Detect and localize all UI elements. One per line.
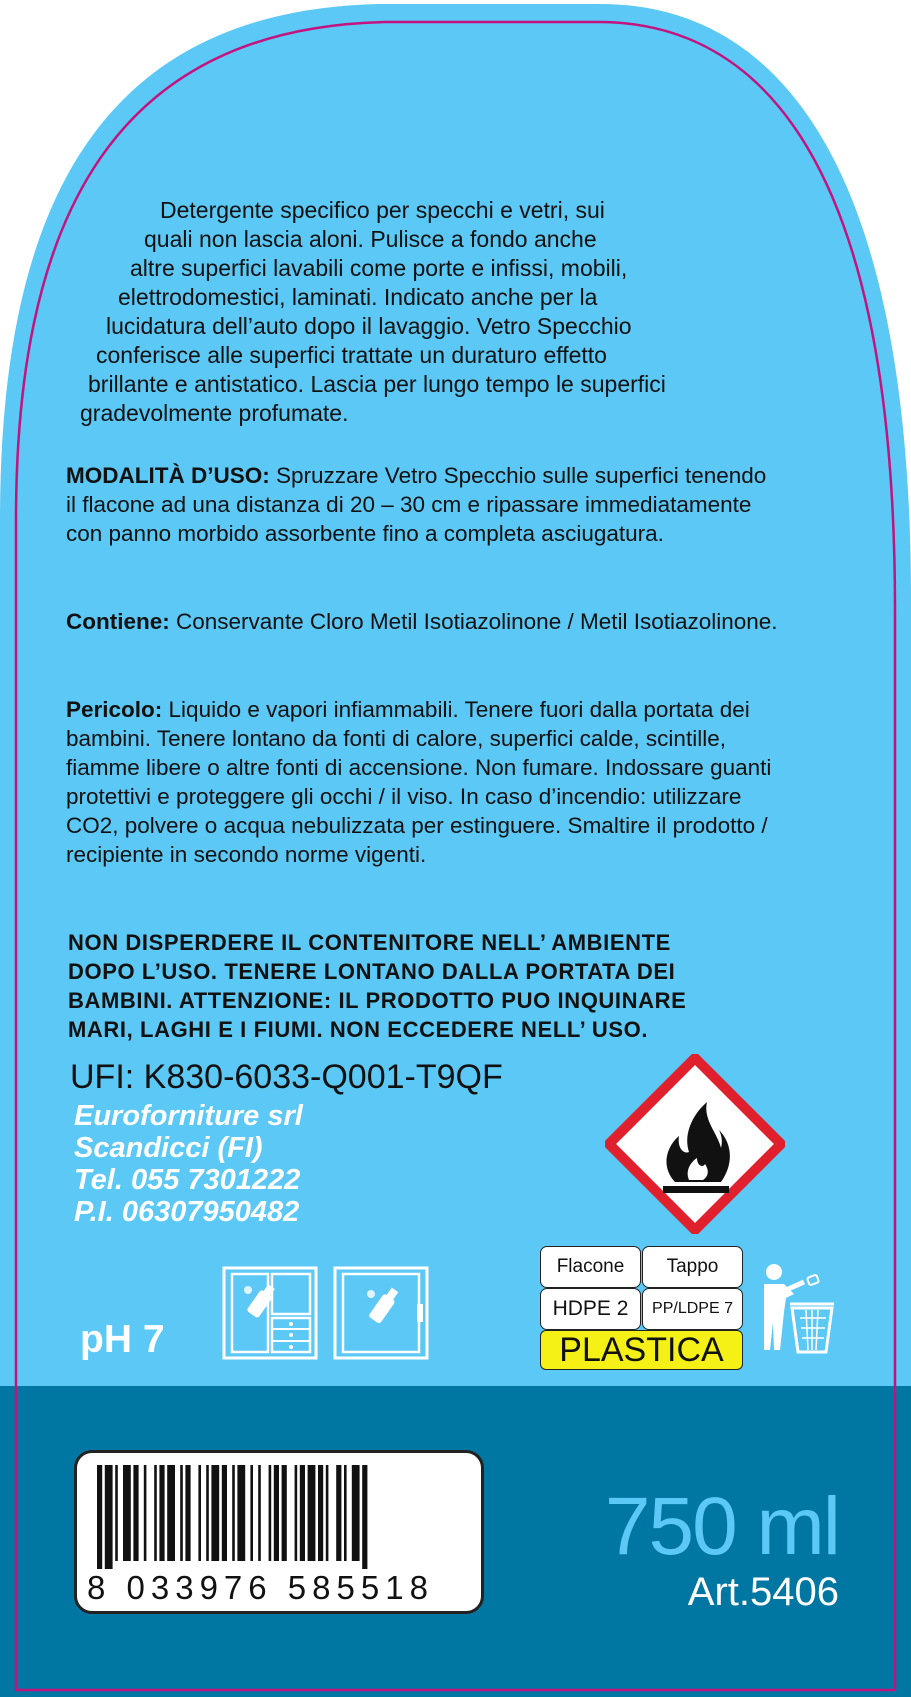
company-name: Euroforniture srl	[74, 1100, 303, 1132]
barcode-bar	[258, 1465, 261, 1561]
company-phone: Tel. 055 7301222	[74, 1164, 301, 1196]
flacone-label: Flacone	[540, 1246, 641, 1288]
environment-warning	[68, 928, 788, 1044]
ph-value: pH 7	[80, 1318, 165, 1361]
barcode-bar	[282, 1465, 287, 1561]
article-number: Art.5406	[687, 1570, 839, 1614]
contains-text: Conservante Cloro Metil Isotiazolinone / Metil Isotiazolinone.	[176, 609, 778, 634]
barcode-bar	[326, 1465, 329, 1561]
barcode-bar	[133, 1465, 138, 1561]
barcode-bar	[237, 1465, 245, 1561]
barcode-bar	[159, 1465, 164, 1561]
barcode-bar	[222, 1465, 227, 1561]
barcode-bar	[185, 1465, 190, 1561]
barcode-bar	[123, 1465, 131, 1561]
warning-line: DOPO L’USO. TENERE LONTANO DALLA PORTATA DEI	[68, 959, 676, 984]
danger-label: Pericolo:	[66, 697, 163, 722]
barcode-bar	[269, 1465, 272, 1561]
barcode-bar	[352, 1465, 360, 1561]
ufi-code: UFI: K830-6033-Q001-T9QF	[70, 1058, 503, 1096]
window-spray-icon	[333, 1266, 429, 1360]
description-line: brillante e antistatico. Lascia per lungo tempo le superfici	[88, 371, 666, 397]
description-text	[60, 196, 780, 428]
description-line: gradevolmente profumate.	[80, 400, 349, 426]
usage-label: MODALITÀ D’USO:	[66, 463, 270, 488]
description-line: elettrodomestici, laminati. Indicato anche per la	[118, 284, 598, 310]
plastica-label: PLASTICA	[540, 1330, 743, 1370]
warning-line: BAMBINI. ATTENZIONE: IL PRODOTTO PUO INQUINARE	[68, 988, 687, 1013]
barcode-bar	[180, 1465, 183, 1561]
barcode-bar	[154, 1465, 157, 1561]
barcode-bar	[115, 1465, 118, 1561]
company-vat: P.I. 06307950482	[74, 1196, 300, 1228]
barcode-bar	[144, 1465, 147, 1561]
tappo-label: Tappo	[642, 1246, 743, 1288]
barcode-bar	[362, 1465, 367, 1569]
tappo-code: PP/LDPE 7	[642, 1288, 743, 1330]
barcode-bar	[206, 1465, 209, 1561]
description-line: altre superfici lavabili come porte e infissi, mobili,	[130, 255, 628, 281]
barcode-bar	[211, 1465, 219, 1561]
flacone-code: HDPE 2	[540, 1288, 641, 1330]
barcode-bar	[344, 1465, 347, 1561]
barcode	[74, 1450, 484, 1614]
barcode-bar	[336, 1465, 341, 1561]
window-furniture-spray-icon	[222, 1266, 318, 1360]
barcode-bar	[274, 1465, 279, 1561]
danger-section	[66, 695, 782, 869]
usage-section	[66, 461, 782, 548]
contains-label: Contiene:	[66, 609, 170, 634]
volume: 750 ml	[604, 1481, 839, 1572]
barcode-bar	[167, 1465, 175, 1561]
barcode-bar	[300, 1465, 305, 1561]
barcode-bar	[198, 1465, 201, 1561]
description-line: Detergente specifico per specchi e vetri, sui	[160, 197, 605, 223]
description-line: conferisce alle superfici trattate un duraturo effetto	[96, 342, 607, 368]
warning-line: MARI, LAGHI E I FIUMI. NON ECCEDERE NELL’ USO.	[68, 1017, 649, 1042]
barcode-bar	[232, 1465, 235, 1561]
warning-line: NON DISPERDERE IL CONTENITORE NELL’ AMBIENTE	[68, 930, 671, 955]
contains-section	[66, 607, 782, 636]
danger-text: Liquido e vapori infiammabili. Tenere fuori dalla portata dei bambini. Tenere lontano da fonti di calore, superfici calde, scintille, fiamme libere o altre fonti di accensione. Non fumare. Indossare guanti protettivi e proteggere gli occhi / il viso. In caso d’incendio: utilizzare CO2, polvere o acqua nebulizzata per estinguere. Smaltire il prodotto / recipiente in secondo norme vigenti.	[66, 697, 772, 867]
company-city: Scandicci (FI)	[74, 1132, 263, 1164]
recycling-table	[540, 1246, 745, 1371]
description-line: quali non lascia aloni. Pulisce a fondo anche	[144, 226, 597, 252]
trash-bin-person-icon	[756, 1262, 834, 1354]
barcode-bars	[97, 1465, 463, 1569]
barcode-bar	[308, 1465, 316, 1561]
usage-text: Spruzzare Vetro Specchio sulle superfici tenendo il flacone ad una distanza di 20 – 30 cm e ripassare immediatamente con panno morbido assorbente fino a completa asciugatura.	[66, 463, 767, 546]
barcode-bar	[97, 1465, 102, 1569]
barcode-bar	[295, 1465, 298, 1561]
company-info	[74, 1100, 303, 1228]
flammable-pictogram	[605, 1054, 785, 1234]
description-line: lucidatura dell’auto dopo il lavaggio. Vetro Specchio	[106, 313, 632, 339]
barcode-bar	[105, 1465, 113, 1569]
barcode-bar	[318, 1465, 323, 1561]
barcode-number: 8 033976 585518	[87, 1569, 434, 1606]
barcode-bar	[250, 1465, 253, 1561]
